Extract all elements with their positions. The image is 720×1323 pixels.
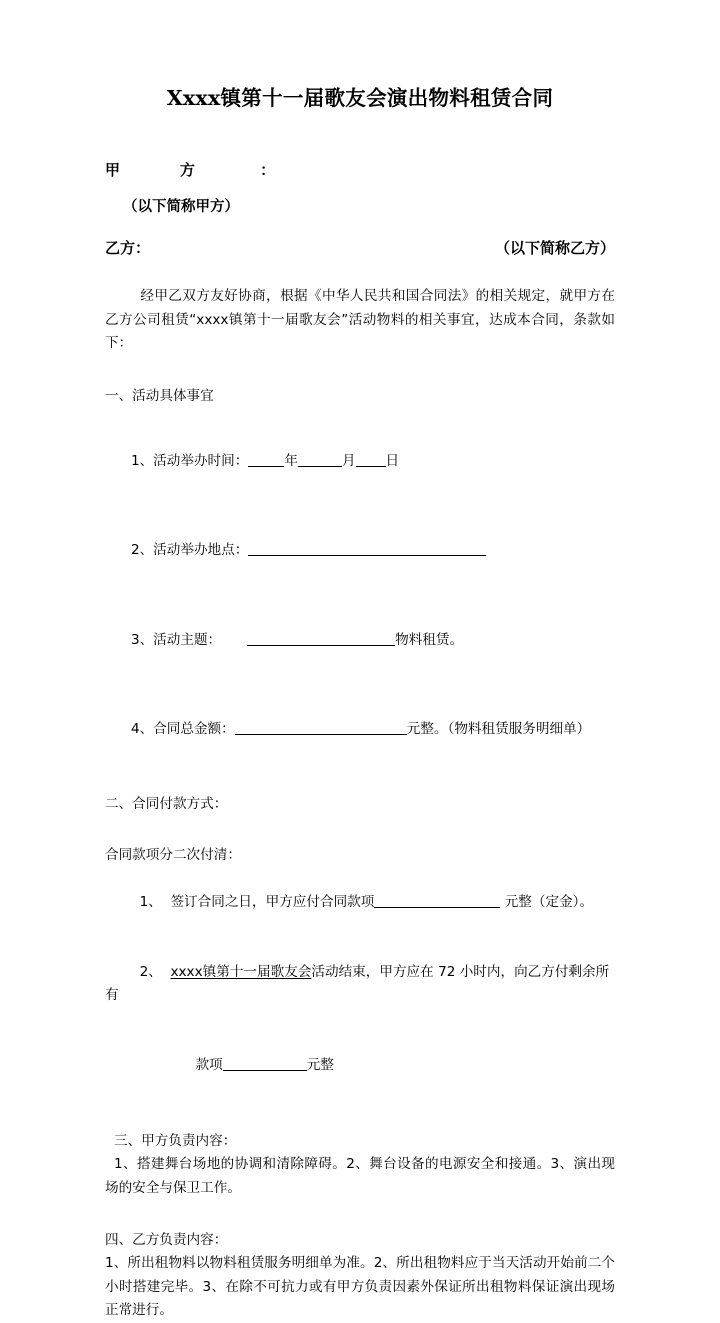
- pay-item-2-cont-prefix: 款项: [195, 1057, 223, 1074]
- section-one-item-2: [105, 516, 615, 586]
- item-2-location-blank[interactable]: [248, 542, 486, 556]
- document-title: Xxxx镇第十一届歌友会演出物料租赁合同: [166, 86, 554, 110]
- section-one-item-3: [105, 605, 615, 675]
- item-2-prefix: 2、活动举办地点：: [130, 542, 249, 559]
- section-two-body: [105, 844, 615, 1101]
- section-three-body: 1、搭建舞台场地的协调和清除障碍。2、舞台设备的电源安全和接通。3、演出现场的安全与保卫工作。: [105, 1156, 615, 1196]
- pay-item-2-rest: 活动结束，甲方应在 72 小时内，向乙方付剩余所有: [105, 963, 610, 1003]
- item-4-suffix: 元整。（物料租赁服务明细单）: [406, 720, 591, 737]
- item-1-prefix: 1、活动举办时间：: [130, 453, 249, 470]
- party-b-label: 乙方：: [105, 238, 151, 257]
- section-two-item-2-continuation: [105, 1031, 615, 1101]
- section-two-lead: 合同款项分二次付清：: [105, 846, 241, 863]
- section-two-item-1: [105, 867, 615, 937]
- item-3-prefix: 3、活动主题：: [130, 631, 222, 648]
- item-1-day-blank[interactable]: [356, 453, 386, 467]
- party-a-line: 甲 方 ：: [105, 160, 276, 179]
- pay-item-2-prefix: 2、: [139, 963, 171, 980]
- section-one-heading: 一、活动具体事宜: [105, 387, 214, 404]
- pay-item-1-blank[interactable]: [374, 894, 500, 908]
- pay-item-2-blank[interactable]: [223, 1057, 307, 1071]
- section-four-body: 1、所出租物料以物料租赁服务明细单为准。2、所出租物料应于当天活动开始前二个小时搭建完毕。3、在除不可抗力或有甲方负责因素外保证所出租物料保证演出现场正常进行。: [105, 1255, 615, 1319]
- party-b-alias: （以下简称乙方）: [494, 238, 615, 257]
- section-three-block: [105, 1130, 615, 1200]
- item-1-month-unit: 月: [341, 453, 356, 470]
- item-1-year-blank[interactable]: [248, 453, 284, 467]
- item-4-amount-blank[interactable]: [235, 721, 407, 735]
- section-one-item-1: [105, 427, 615, 497]
- item-1-day-unit: 日: [385, 453, 400, 470]
- section-four-block: [105, 1229, 615, 1323]
- preamble-paragraph: 经甲乙双方友好协商，根据《中华人民共和国合同法》的相关规定，就甲方在乙方公司租赁“xxxx镇第十一届歌友会”活动物料的相关事宜，达成本合同，条款如下：: [105, 288, 615, 352]
- pay-item-1-prefix: 1、 签订合同之日，甲方应付合同款项: [139, 893, 375, 910]
- item-1-month-blank[interactable]: [298, 453, 342, 467]
- party-b-line: [105, 237, 615, 260]
- pay-item-1-suffix: 元整（定金）。: [500, 893, 594, 910]
- document-content: [105, 86, 615, 1323]
- party-block: [105, 159, 615, 260]
- section-four-heading: 四、乙方负责内容：: [105, 1232, 228, 1248]
- pay-item-2-event-name: xxxx镇第十一届歌友会: [170, 963, 312, 980]
- item-1-year-unit: 年: [284, 453, 298, 470]
- item-3-theme-blank[interactable]: [247, 632, 395, 646]
- item-3-suffix: 物料租赁。: [395, 631, 464, 648]
- section-one-item-4: [105, 694, 615, 764]
- section-three-heading: 三、甲方负责内容：: [114, 1132, 237, 1149]
- party-a-alias: （以下简称甲方）: [123, 199, 239, 216]
- pay-item-2-cont-suffix: 元整: [306, 1057, 334, 1074]
- item-4-prefix: 4、合同总金额：: [130, 720, 235, 737]
- section-two-heading: 二、合同付款方式：: [105, 796, 228, 813]
